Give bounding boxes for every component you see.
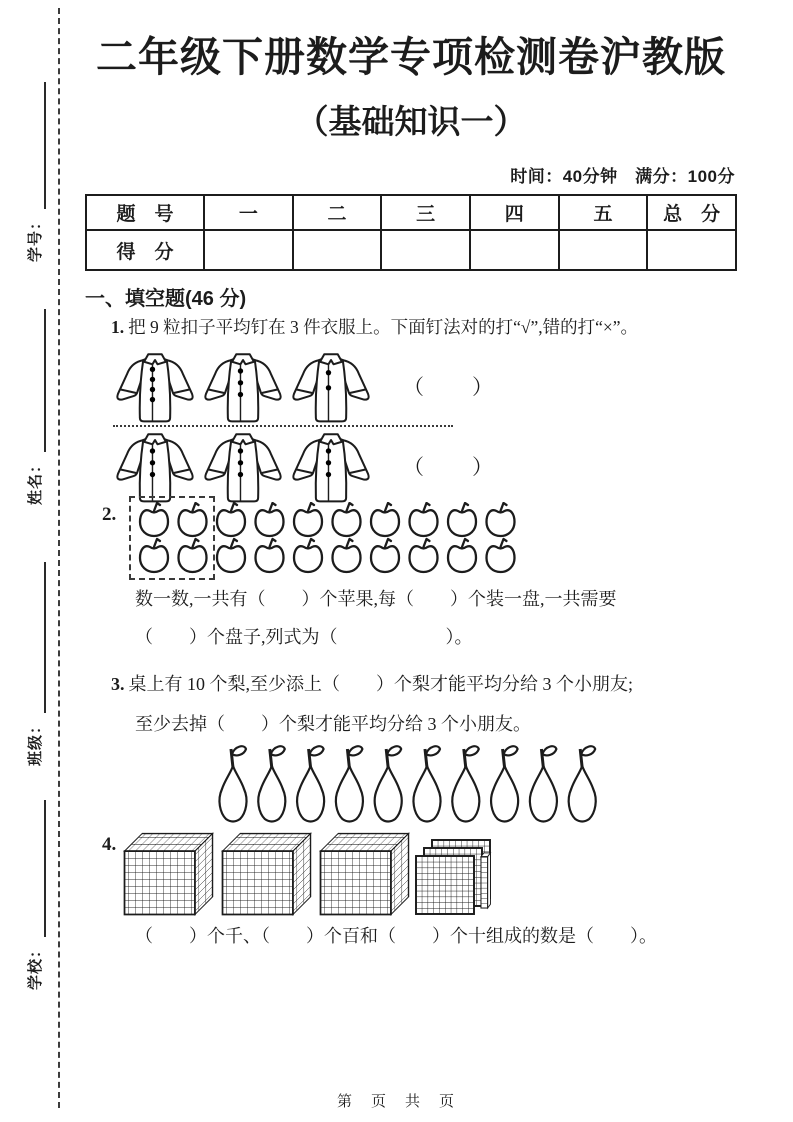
q2-figure <box>135 502 521 574</box>
q1-dotted-separator <box>113 425 453 427</box>
question-1-number: 1. <box>111 317 125 337</box>
score-header-cell: 题 号 <box>86 195 204 230</box>
score-cell-empty <box>647 230 736 270</box>
q1-row1-answer-blank: （ ） <box>403 375 495 399</box>
score-header-cell: 四 <box>470 195 559 230</box>
seal-fill-line <box>30 562 46 713</box>
seal-fill-line <box>30 800 46 937</box>
question-1-text: 1. 把 9 粒扣子平均钉在 3 件衣服上。下面钉法对的打“√”,错的打“×”。 <box>111 317 639 337</box>
score-cell-empty <box>381 230 470 270</box>
q1-shirt-row-1 <box>113 349 583 423</box>
pears-image <box>214 743 604 827</box>
page-subtitle: （基础知识一） <box>295 103 527 140</box>
question-3-number: 3. <box>111 674 125 694</box>
q1-shirt-row-2 <box>113 429 583 503</box>
score-cell-empty <box>204 230 293 270</box>
question-2-number: 2. <box>102 504 117 525</box>
score-table-score-row <box>86 230 736 270</box>
seal-field-student-id <box>24 82 46 262</box>
score-cell-empty <box>293 230 382 270</box>
seal-field-class <box>24 562 46 766</box>
score-header-cell: 一 <box>204 195 293 230</box>
seal-field-name <box>24 309 46 505</box>
seal-label-student-id: 学号： <box>28 213 44 262</box>
seal-fill-line <box>30 82 46 209</box>
question-3-text-line1: 3. 桌上有 10 个梨,至少添上（ ）个梨才能平均分给 3 个小朋友; <box>111 674 633 694</box>
base-ten-blocks-image <box>120 828 500 924</box>
page-title: 二年级下册数学专项检测卷沪教版 <box>96 34 726 80</box>
section-one-title: 一、填空题(46 分) <box>85 288 247 310</box>
q3-figure <box>214 743 604 827</box>
q1-figure <box>113 349 583 503</box>
question-2-text-line1: 数一数,一共有（ ）个苹果,每（ ）个装一盘,一共需要 <box>135 589 617 609</box>
score-header-cell: 三 <box>381 195 470 230</box>
question-2-text-line2: （ ）个盘子,列式为（ ）。 <box>135 627 473 647</box>
shirts-row2-image <box>113 429 375 503</box>
score-header-cell: 总 分 <box>647 195 736 230</box>
score-table <box>85 194 737 271</box>
seal-label-school: 学校： <box>28 941 44 990</box>
exam-content <box>85 0 737 1122</box>
score-table-header-row <box>86 195 736 230</box>
seal-fill-line <box>30 309 46 452</box>
question-3-text-line2: 至少去掉（ ）个梨才能平均分给 3 个小朋友。 <box>135 714 531 734</box>
seal-dashed-line <box>58 8 60 1108</box>
score-cell-empty <box>470 230 559 270</box>
score-header-cell: 二 <box>293 195 382 230</box>
q2-apple-group-dashed-box <box>129 496 215 580</box>
question-4-text: （ ）个千、（ ）个百和（ ）个十组成的数是（ ）。 <box>135 926 657 946</box>
q1-row2-answer-blank: （ ） <box>403 455 495 479</box>
exam-meta: 时间：40分钟 满分：100分 <box>510 167 735 186</box>
seal-field-school <box>24 800 46 990</box>
seal-label-class: 班级： <box>28 717 44 766</box>
score-cell-empty <box>559 230 648 270</box>
question-4-number: 4. <box>102 834 117 855</box>
shirts-row1-image <box>113 349 375 423</box>
page-footer: 第 页 共 页 <box>336 1093 456 1110</box>
score-header-cell: 五 <box>559 195 648 230</box>
q4-figure <box>120 828 500 924</box>
seal-label-name: 姓名： <box>28 456 44 505</box>
score-row-label: 得 分 <box>86 230 204 270</box>
